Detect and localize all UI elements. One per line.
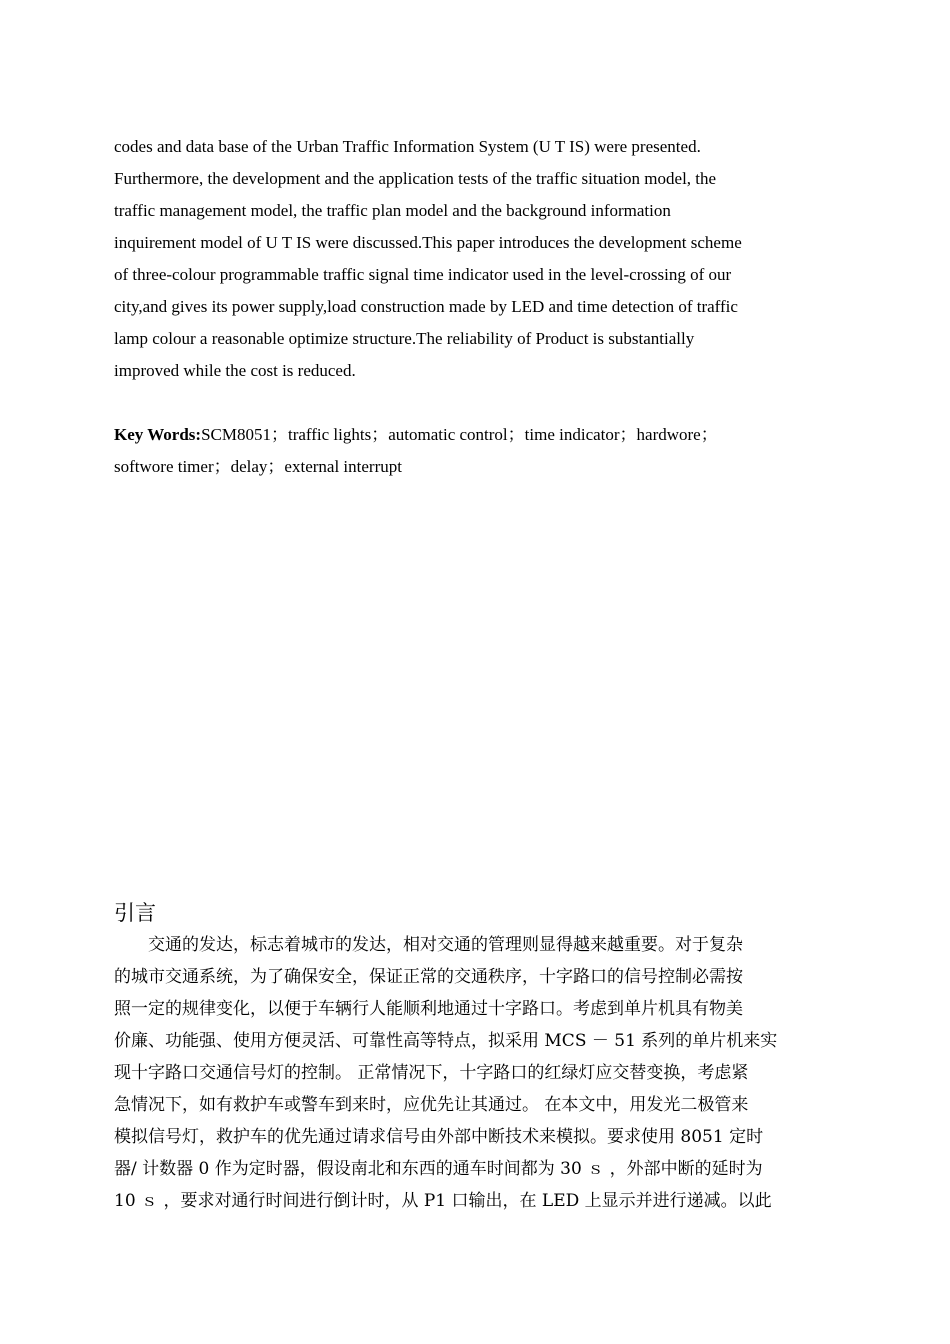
key-words-list-1: SCM8051；traffic lights；automatic control；time indicator；hardwore；	[201, 425, 718, 444]
intro-line: 模拟信号灯，救护车的优先通过请求信号由外部中断技术来模拟。要求使用 8051 定时	[114, 1127, 764, 1147]
intro-line: 价廉、功能强、使用方便灵活、可靠性高等特点，拟采用 MCS － 51 系列的单片机来实	[114, 1031, 778, 1051]
intro-line: 10 ｓ ，要求对通行时间进行倒计时，从 P1 口输出，在 LED 上显示并进行递减。以此	[114, 1191, 772, 1211]
intro-line: 的城市交通系统，为了确保安全，保证正常的交通秩序，十字路口的信号控制必需按	[114, 967, 743, 987]
english-abstract	[114, 131, 844, 387]
intro-line: 照一定的规律变化，以便于车辆行人能顺利地通过十字路口。考虑到单片机具有物美	[114, 999, 743, 1019]
abstract-line: city,and gives its power supply,load construction made by LED and time detection of traffic	[114, 297, 738, 316]
abstract-line: Furthermore, the development and the application tests of the traffic situation model, the	[114, 169, 717, 188]
abstract-line: improved while the cost is reduced.	[114, 361, 356, 380]
intro-line: 现十字路口交通信号灯的控制。 正常情况下，十字路口的红绿灯应交替变换，考虑紧	[114, 1063, 749, 1083]
key-words-label: Key Words:	[114, 425, 202, 444]
abstract-line: lamp colour a reasonable optimize structure.The reliability of Product is substantially	[114, 329, 695, 348]
key-words	[114, 419, 844, 483]
abstract-line: traffic management model, the traffic plan model and the background information	[114, 201, 671, 220]
intro-body	[114, 929, 838, 1217]
abstract-line: of three-colour programmable traffic signal time indicator used in the level-crossing of our	[114, 265, 732, 284]
key-words-list-2: softwore timer；delay；external interrupt	[114, 457, 402, 476]
intro-line: 急情况下，如有救护车或警车到来时，应优先让其通过。 在本文中，用发光二极管来	[114, 1095, 749, 1115]
abstract-line: inquirement model of U T IS were discussed.This paper introduces the development scheme	[114, 233, 742, 252]
key-words-line-1	[114, 419, 844, 451]
intro-heading: 引言	[114, 901, 156, 925]
intro-line: 器/ 计数器 0 作为定时器，假设南北和东西的通车时间都为 30 ｓ ，外部中断的延时为	[114, 1159, 763, 1179]
abstract-line: codes and data base of the Urban Traffic Information System (U T IS) were presented.	[114, 137, 701, 156]
intro-line: 交通的发达，标志着城市的发达，相对交通的管理则显得越来越重要。对于复杂	[114, 935, 743, 955]
